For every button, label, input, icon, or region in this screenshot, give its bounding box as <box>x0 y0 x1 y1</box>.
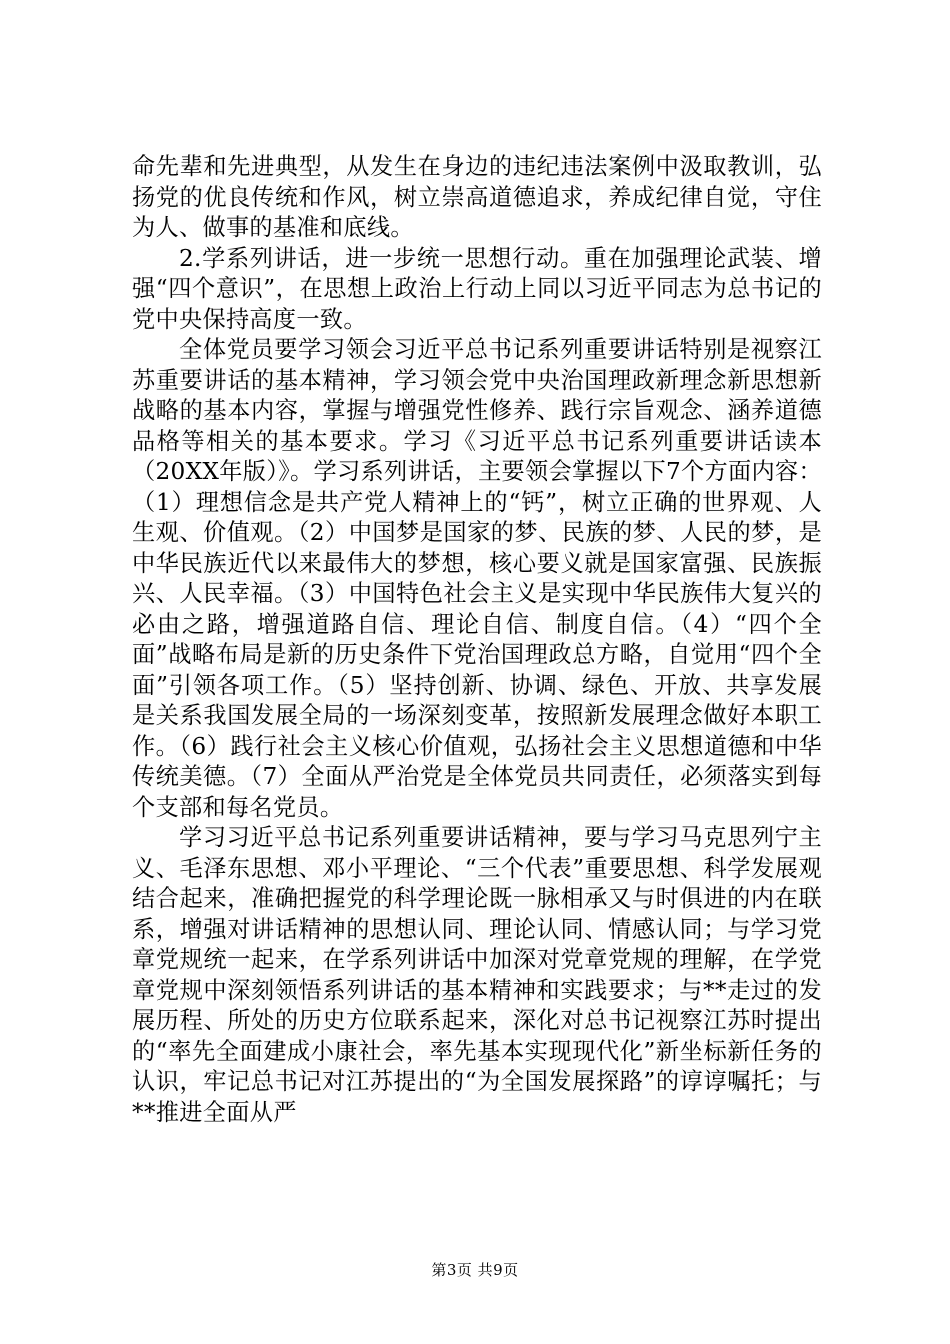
paragraph-1: 命先辈和先进典型，从发生在身边的违纪违法案例中汲取教训，弘扬党的优良传统和作风，树立崇高道德追求，养成纪律自觉，守住为人、做事的基准和底线。 <box>132 153 822 241</box>
document-body <box>132 152 822 1128</box>
paragraph-2: 2.学系列讲话，进一步统一思想行动。重在加强理论武装、增强“四个意识”，在思想上政治上行动上同以习近平同志为总书记的党中央保持高度一致。 <box>132 244 822 333</box>
paragraph-3: 全体党员要学习领会习近平总书记系列重要讲话特别是视察江苏重要讲话的基本精神，学习领会党中央治国理政新理念新思想新战略的基本内容，掌握与增强党性修养、践行宗旨观念、涵养道德品格等相关的基本要求。学习《习近平总书记系列重要讲话读本（20XX年版）》。学习系列讲话，主要领会掌握以下7个方面内容：（1）理想信念是共产党人精神上的“钙”，树立正确的世界观、人生观、价值观。（2）中国梦是国家的梦、民族的梦、人民的梦，是中华民族近代以来最伟大的梦想，核心要义就是国家富强、民族振兴、人民幸福。（3）中国特色社会主义是实现中华民族伟大复兴的必由之路，增强道路自信、理论自信、制度自信。（4）“四个全面”战略布局是新的历史条件下党治国理政总方略，自觉用“四个全面”引领各项工作。（5）坚持创新、协调、绿色、开放、共享发展是关系我国发展全局的一场深刻变革，按照新发展理念做好本职工作。（6）践行社会主义核心价值观，弘扬社会主义思想道德和中华传统美德。（7）全面从严治党是全体党员共同责任，必须落实到每个支部和每名党员。 <box>132 336 822 821</box>
paragraph-4: 学习习近平总书记系列重要讲话精神，要与学习马克思列宁主义、毛泽东思想、邓小平理论、“三个代表”重要思想、科学发展观结合起来，准确把握党的科学理论既一脉相承又与时俱进的内在联系，增强对讲话精神的思想认同、理论认同、情感认同；与学习党章党规统一起来，在学系列讲话中加深对党章党规的理解，在学党章党规中深刻领悟系列讲话的基本精神和实践要求；与**走过的发展历程、所处的历史方位联系起来，深化对总书记视察江苏时提出的“率先全面建成小康社会，率先基本实现现代化”新坐标新任务的认识，牢记总书记对江苏提出的“为全国发展探路”的谆谆嘱托；与**推进全面从严 <box>132 824 822 1126</box>
page-number-footer: 第3页 共9页 <box>431 1261 519 1279</box>
